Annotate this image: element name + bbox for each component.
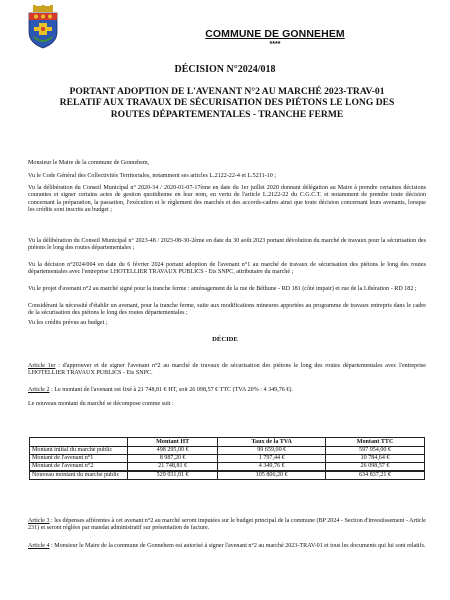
article-1 [28,363,426,378]
preamble-mayor: Monsieur le Maire de la commune de Gonnehem, [28,160,150,166]
article-4-label: Article 4 [28,543,50,549]
preamble-project: Vu le projet d'avenant n°2 au marché signé pour la tranche ferme : aménagement de la rue de Béthune - RD 181 (côté impair) et rue de la Libération - RD 182 ; [28,286,417,292]
table-cell: 498 295,00 € [128,447,218,455]
coat-of-arms-logo [26,5,60,49]
table-row [30,463,425,472]
article-4 [28,543,426,550]
table-cell: 10 784,64 € [326,455,425,463]
table-header-cell: Taux de la TVA [218,438,326,447]
table-cell: 105 806,20 € [218,471,326,480]
article-2 [28,387,426,394]
table-cell: 26 098,57 € [326,463,425,472]
article-3 [28,518,426,533]
article-4-text: : Monsieur le Maire de la commune de Gonnehem est autorisé à signer l'avenant n°2 au marché 2023-TRAV-01 et tous les documents qui lui sont relatifs. [49,543,426,549]
article-3-label: Article 3 [28,518,50,524]
preamble-considering: Considérant la nécessité d'établir un avenant, pour la tranche ferme, suite aux modifications mineures apportées au programme de travaux entrepris dans le cadre de la sécurisation des piétons le long des routes départementales ; [28,303,426,317]
preamble-cgct: Vu le Code Général des Collectivités Territoriales, notamment ses articles L.2122-22-4 et L.5211-10 ; [28,173,276,179]
table-cell: 21 748,81 € [128,463,218,472]
article-2-label: Article 2 [28,387,50,393]
table-intro: Le nouveau montant du marché se décompose comme suit : [28,401,174,407]
table-header-cell: Montant TTC [326,438,425,447]
table-cell: 597 954,00 € [326,447,425,455]
article-3-text: : les dépenses afférentes à cet avenant n°2 au marché seront imputées sur le budget principal de la commune (BP 2024 - Section d'investissement - Article 231) et seront réglées par mandat administratif sur présentation de facture. [28,518,426,532]
preamble-delegation: Vu la délibération du Conseil Municipal n° 2020-34 / 2020-01-07-17ème en date du 1er juillet 2020 donnant délégation au Maire à prendre certaines décisions courantes et signer certains actes de gestion quotidienne en leur nom, en vertu de l'article L.2122-22 du C.G.C.T. et notamment de prendre toute décision concernant la préparation, la passation, l'exécution et le règlement des marchés et des accords-cadres ainsi que toute décision concernant leurs avenants, lorsque les crédits sont inscrits au budget ; [28,185,426,214]
article-1-text: : d'approuver et de signer l'avenant n°2 au marché de travaux de sécurisation des piétons le long des routes départementales avec l'entreprise LHOTELLIER TRAVAUX PUBLICS - Ets SNPC. [28,363,426,377]
table-row [30,455,425,463]
table-cell: 529 031,01 € [128,471,218,480]
table-cell: 99 659,00 € [218,447,326,455]
preamble-credits: Vu les crédits prévus au budget ; [28,320,108,326]
table-header-cell: Montant HT [128,438,218,447]
article-1-label: Article 1er [28,363,56,369]
table-row-label: Montant de l'avenant n°2 [30,463,128,472]
table-row [30,471,425,480]
table-row-label: Montant initial du marché public [30,447,128,455]
table-cell: 8 987,20 € [128,455,218,463]
commune-name: COMMUNE DE GONNEHEM [205,28,345,40]
decision-title: PORTANT ADOPTION DE L'AVENANT N°2 AU MARCHÉ 2023-TRAV-01 RELATIF AUX TRAVAUX DE SÉCURISATION DES PIÉTONS LE LONG DES ROUTES DÉPARTEMENTALES - TRANCHE FERME [59,86,395,120]
preamble-avenant1: Vu la décision n°2024/004 en date du 6 février 2024 portant adoption de l'avenant n°1 au marché de travaux de sécurisation des piétons le long des routes départementales avec l'entreprise LHOTELLIER TRAVAUX PUBLICS - Ets SNPC, attributaire du marché ; [28,262,426,276]
table-cell: 634 837,21 € [326,471,425,480]
table-header-cell [30,438,128,447]
table-cell: 4 349,76 € [218,463,326,472]
table-row-label: Montant de l'avenant n°1 [30,455,128,463]
article-2-text: : Le montant de l'avenant est fixé à 21 748,81 € HT, soit 26 098,57 € TTC (TVA 20% : 4 349,76 €). [49,387,293,393]
decision-number: DÉCISION N°2024/018 [174,64,276,75]
table-row-label: Nouveau montant du marché public [30,471,128,480]
table-row [30,447,425,455]
table-cell: 1 797,44 € [218,455,326,463]
decide-heading: DÉCIDE [212,336,238,343]
amounts-table [29,437,425,480]
preamble-devolution: Vu la délibération du Conseil Municipal n° 2023-48 / 2023-08-30-2ème en date du 30 août 2023 portant dévolution du marché de travaux pour la sécurisation des piétons le long des routes départementales ; [28,238,426,252]
header-stars: **** [269,41,281,48]
table-header-row [30,438,425,447]
